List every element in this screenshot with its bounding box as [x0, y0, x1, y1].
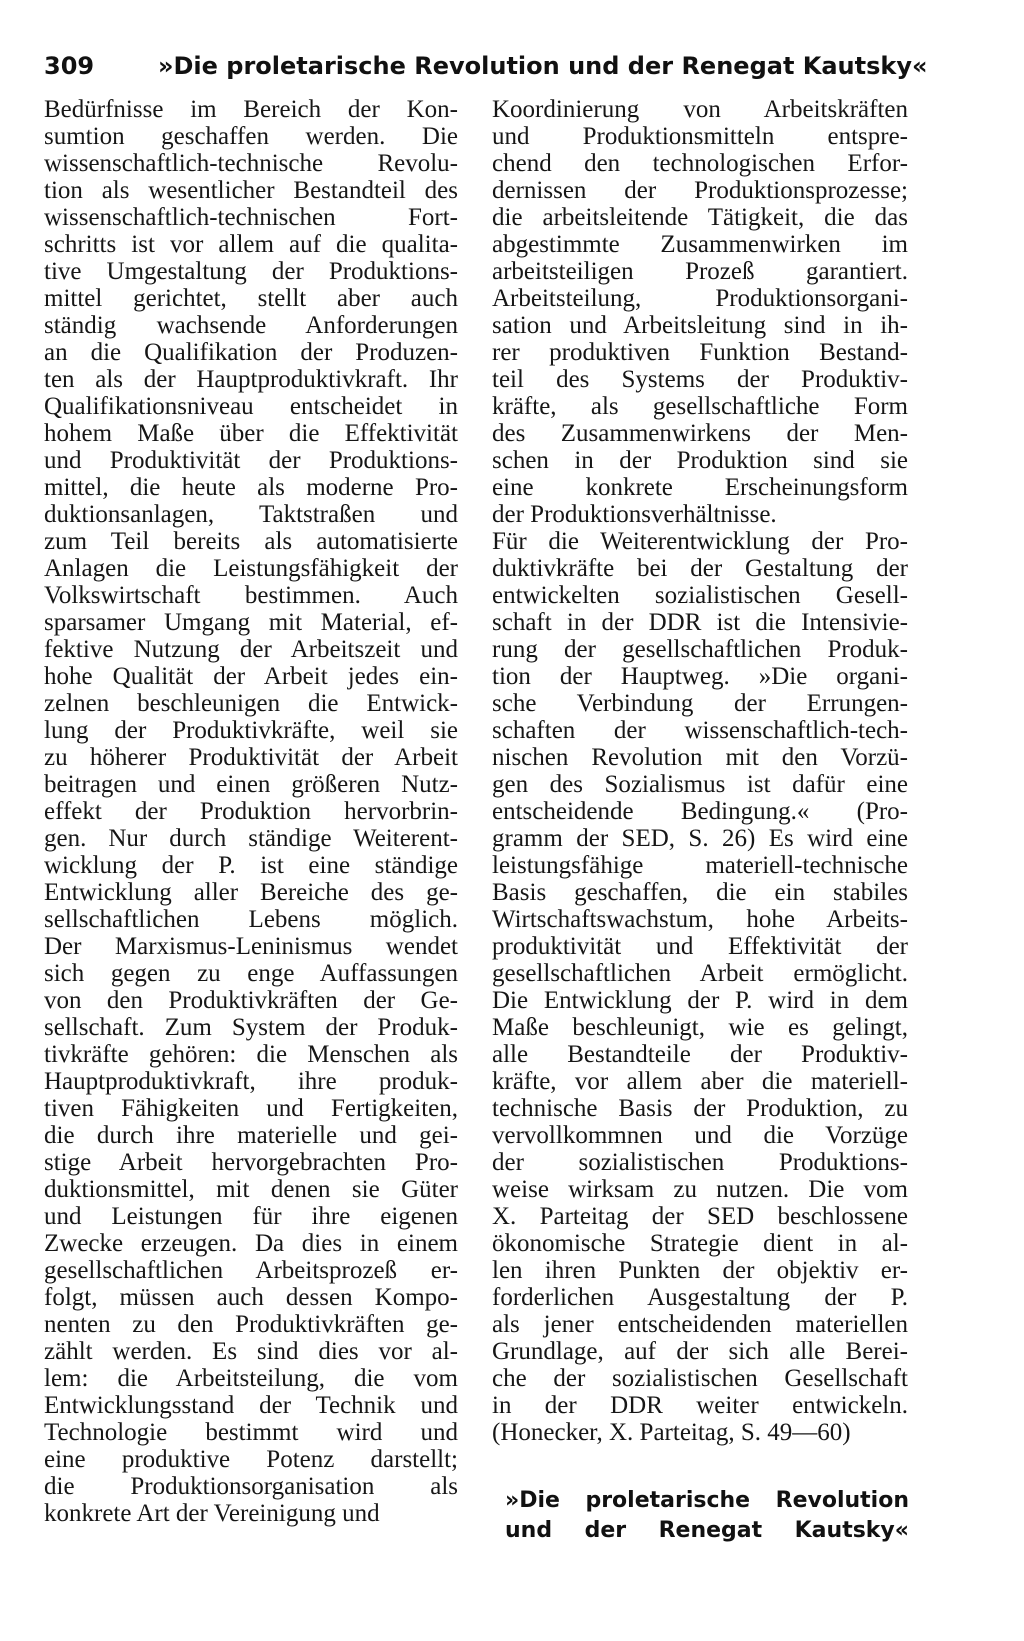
text-line: Für die Weiterentwicklung der Pro-: [492, 528, 908, 555]
text-line: effekt der Produktion hervorbrin-: [44, 798, 458, 825]
text-line: hohe Qualität der Arbeit jedes ein-: [44, 663, 458, 690]
text-line: wissenschaftlich-technische Revolu-: [44, 150, 458, 177]
text-line: produktivität und Effektivität der: [492, 933, 908, 960]
text-line: schaften der wissenschaftlich-tech-: [492, 717, 908, 744]
text-line: ständig wachsende Anforderungen: [44, 312, 458, 339]
text-line: nischen Revolution mit den Vorzü-: [492, 744, 908, 771]
text-line: kräfte, als gesellschaftliche Form: [492, 393, 908, 420]
text-line: duktionsanlagen, Taktstraßen und: [44, 501, 458, 528]
text-line: abgestimmte Zusammenwirken im: [492, 231, 908, 258]
text-line: des Zusammenwirkens der Men-: [492, 420, 908, 447]
text-line: duktivkräfte bei der Gestaltung der: [492, 555, 908, 582]
text-line: von den Produktivkräften der Ge-: [44, 987, 458, 1014]
text-line: zelnen beschleunigen die Entwick-: [44, 690, 458, 717]
text-line: Entwicklungsstand der Technik und: [44, 1392, 458, 1419]
text-line: mittel, die heute als moderne Pro-: [44, 474, 458, 501]
text-line: Anlagen die Leistungsfähigkeit der: [44, 555, 458, 582]
text-line: beitragen und einen größeren Nutz-: [44, 771, 458, 798]
page-number: 309: [44, 52, 95, 80]
text-line: der Produktionsverhältnisse.: [492, 501, 777, 528]
text-line: Maße beschleunigt, wie es gelingt,: [492, 1014, 908, 1041]
text-line: konkrete Art der Vereinigung und: [44, 1500, 380, 1527]
text-line: kräfte, vor allem aber die materiell-: [492, 1068, 908, 1095]
text-line: che der sozialistischen Gesellschaft: [492, 1365, 908, 1392]
left-text-column: [44, 96, 458, 1527]
text-line: und Produktivität der Produktions-: [44, 447, 458, 474]
text-line: die Produktionsorganisation als: [44, 1473, 458, 1500]
text-line: wissenschaftlich-technischen Fort-: [44, 204, 458, 231]
right-text-column: [492, 96, 908, 1446]
text-line: als jener entscheidenden materiellen: [492, 1311, 908, 1338]
text-line: nenten zu den Produktivkräften ge-: [44, 1311, 458, 1338]
text-line: eine produktive Potenz darstellt;: [44, 1446, 458, 1473]
text-line: dernissen der Produktionsprozesse;: [492, 177, 908, 204]
text-line: sche Verbindung der Errungen-: [492, 690, 908, 717]
section-heading: [505, 1486, 909, 1546]
text-line: folgt, müssen auch dessen Kompo-: [44, 1284, 458, 1311]
text-line: Qualifikationsniveau entscheidet in: [44, 393, 458, 420]
text-line: »Die proletarische Revolution: [505, 1488, 909, 1513]
text-line: hohem Maße über die Effektivität: [44, 420, 458, 447]
text-line: X. Parteitag der SED beschlossene: [492, 1203, 908, 1230]
text-line: lem: die Arbeitsteilung, die vom: [44, 1365, 458, 1392]
text-line: Bedürfnisse im Bereich der Kon-: [44, 96, 458, 123]
text-line: gen des Sozialismus ist dafür eine: [492, 771, 908, 798]
text-line: vervollkommnen und die Vorzüge: [492, 1122, 908, 1149]
text-line: Hauptproduktivkraft, ihre produk-: [44, 1068, 458, 1095]
text-line: ökonomische Strategie dient in al-: [492, 1230, 908, 1257]
text-line: leistungsfähige materiell-technische: [492, 852, 908, 879]
page-header: [44, 52, 928, 80]
text-line: tion als wesentlicher Bestandteil des: [44, 177, 458, 204]
text-line: sparsamer Umgang mit Material, ef-: [44, 609, 458, 636]
text-line: und Leistungen für ihre eigenen: [44, 1203, 458, 1230]
text-line: und Produktionsmitteln entspre-: [492, 123, 908, 150]
text-line: fektive Nutzung der Arbeitszeit und: [44, 636, 458, 663]
text-line: gesellschaftlichen Arbeit ermöglicht.: [492, 960, 908, 987]
text-line: rer produktiven Funktion Bestand-: [492, 339, 908, 366]
text-line: lung der Produktivkräfte, weil sie: [44, 717, 458, 744]
text-line: die durch ihre materielle und gei-: [44, 1122, 458, 1149]
text-line: rung der gesellschaftlichen Produk-: [492, 636, 908, 663]
text-line: der sozialistischen Produktions-: [492, 1149, 908, 1176]
text-line: entscheidende Bedingung.« (Pro-: [492, 798, 908, 825]
text-line: alle Bestandteile der Produktiv-: [492, 1041, 908, 1068]
running-title: »Die proletarische Revolution und der Renegat Kautsky«: [158, 52, 928, 80]
text-line: Entwicklung aller Bereiche des ge-: [44, 879, 458, 906]
text-line: mittel gerichtet, stellt aber auch: [44, 285, 458, 312]
text-line: arbeitsteiligen Prozeß garantiert.: [492, 258, 908, 285]
text-line: tiven Fähigkeiten und Fertigkeiten,: [44, 1095, 458, 1122]
text-line: tivkräfte gehören: die Menschen als: [44, 1041, 458, 1068]
text-line: Grundlage, auf der sich alle Berei-: [492, 1338, 908, 1365]
text-line: Basis geschaffen, die ein stabiles: [492, 879, 908, 906]
text-line: tion der Hauptweg. »Die organi-: [492, 663, 908, 690]
text-line: stige Arbeit hervorgebrachten Pro-: [44, 1149, 458, 1176]
text-line: Arbeitsteilung, Produktionsorgani-: [492, 285, 908, 312]
text-line: sellschaft. Zum System der Produk-: [44, 1014, 458, 1041]
text-line: schen in der Produktion sind sie: [492, 447, 908, 474]
text-line: gesellschaftlichen Arbeitsprozeß er-: [44, 1257, 458, 1284]
text-line: teil des Systems der Produktiv-: [492, 366, 908, 393]
text-line: schritts ist vor allem auf die qualita-: [44, 231, 458, 258]
text-line: eine konkrete Erscheinungsform: [492, 474, 908, 501]
text-line: Koordinierung von Arbeitskräften: [492, 96, 908, 123]
text-line: chend den technologischen Erfor-: [492, 150, 908, 177]
text-line: gramm der SED, S. 26) Es wird eine: [492, 825, 908, 852]
text-line: Technologie bestimmt wird und: [44, 1419, 458, 1446]
text-line: len ihren Punkten der objektiv er-: [492, 1257, 908, 1284]
text-line: duktionsmittel, mit denen sie Güter: [44, 1176, 458, 1203]
text-line: Volkswirtschaft bestimmen. Auch: [44, 582, 458, 609]
text-line: zählt werden. Es sind dies vor al-: [44, 1338, 458, 1365]
text-line: technische Basis der Produktion, zu: [492, 1095, 908, 1122]
text-line: sation und Arbeitsleitung sind in ih-: [492, 312, 908, 339]
text-line: sich gegen zu enge Auffassungen: [44, 960, 458, 987]
text-line: in der DDR weiter entwickeln.: [492, 1392, 908, 1419]
text-line: Wirtschaftswachstum, hohe Arbeits-: [492, 906, 908, 933]
text-line: die arbeitsleitende Tätigkeit, die das: [492, 204, 908, 231]
text-line: ten als der Hauptproduktivkraft. Ihr: [44, 366, 458, 393]
text-line: sumtion geschaffen werden. Die: [44, 123, 458, 150]
text-line: sellschaftlichen Lebens möglich.: [44, 906, 458, 933]
text-line: entwickelten sozialistischen Gesell-: [492, 582, 908, 609]
text-line: (Honecker, X. Parteitag, S. 49—60): [492, 1419, 851, 1446]
text-line: tive Umgestaltung der Produktions-: [44, 258, 458, 285]
text-line: an die Qualifikation der Produzen-: [44, 339, 458, 366]
text-line: Der Marxismus-Leninismus wendet: [44, 933, 458, 960]
text-line: gen. Nur durch ständige Weiterent-: [44, 825, 458, 852]
text-line: weise wirksam zu nutzen. Die vom: [492, 1176, 908, 1203]
text-line: und der Renegat Kautsky«: [505, 1518, 909, 1543]
text-line: schaft in der DDR ist die Intensivie-: [492, 609, 908, 636]
text-line: Die Entwicklung der P. wird in dem: [492, 987, 908, 1014]
text-line: wicklung der P. ist eine ständige: [44, 852, 458, 879]
text-line: Zwecke erzeugen. Da dies in einem: [44, 1230, 458, 1257]
text-line: forderlichen Ausgestaltung der P.: [492, 1284, 908, 1311]
text-line: zu höherer Produktivität der Arbeit: [44, 744, 458, 771]
text-line: zum Teil bereits als automatisierte: [44, 528, 458, 555]
